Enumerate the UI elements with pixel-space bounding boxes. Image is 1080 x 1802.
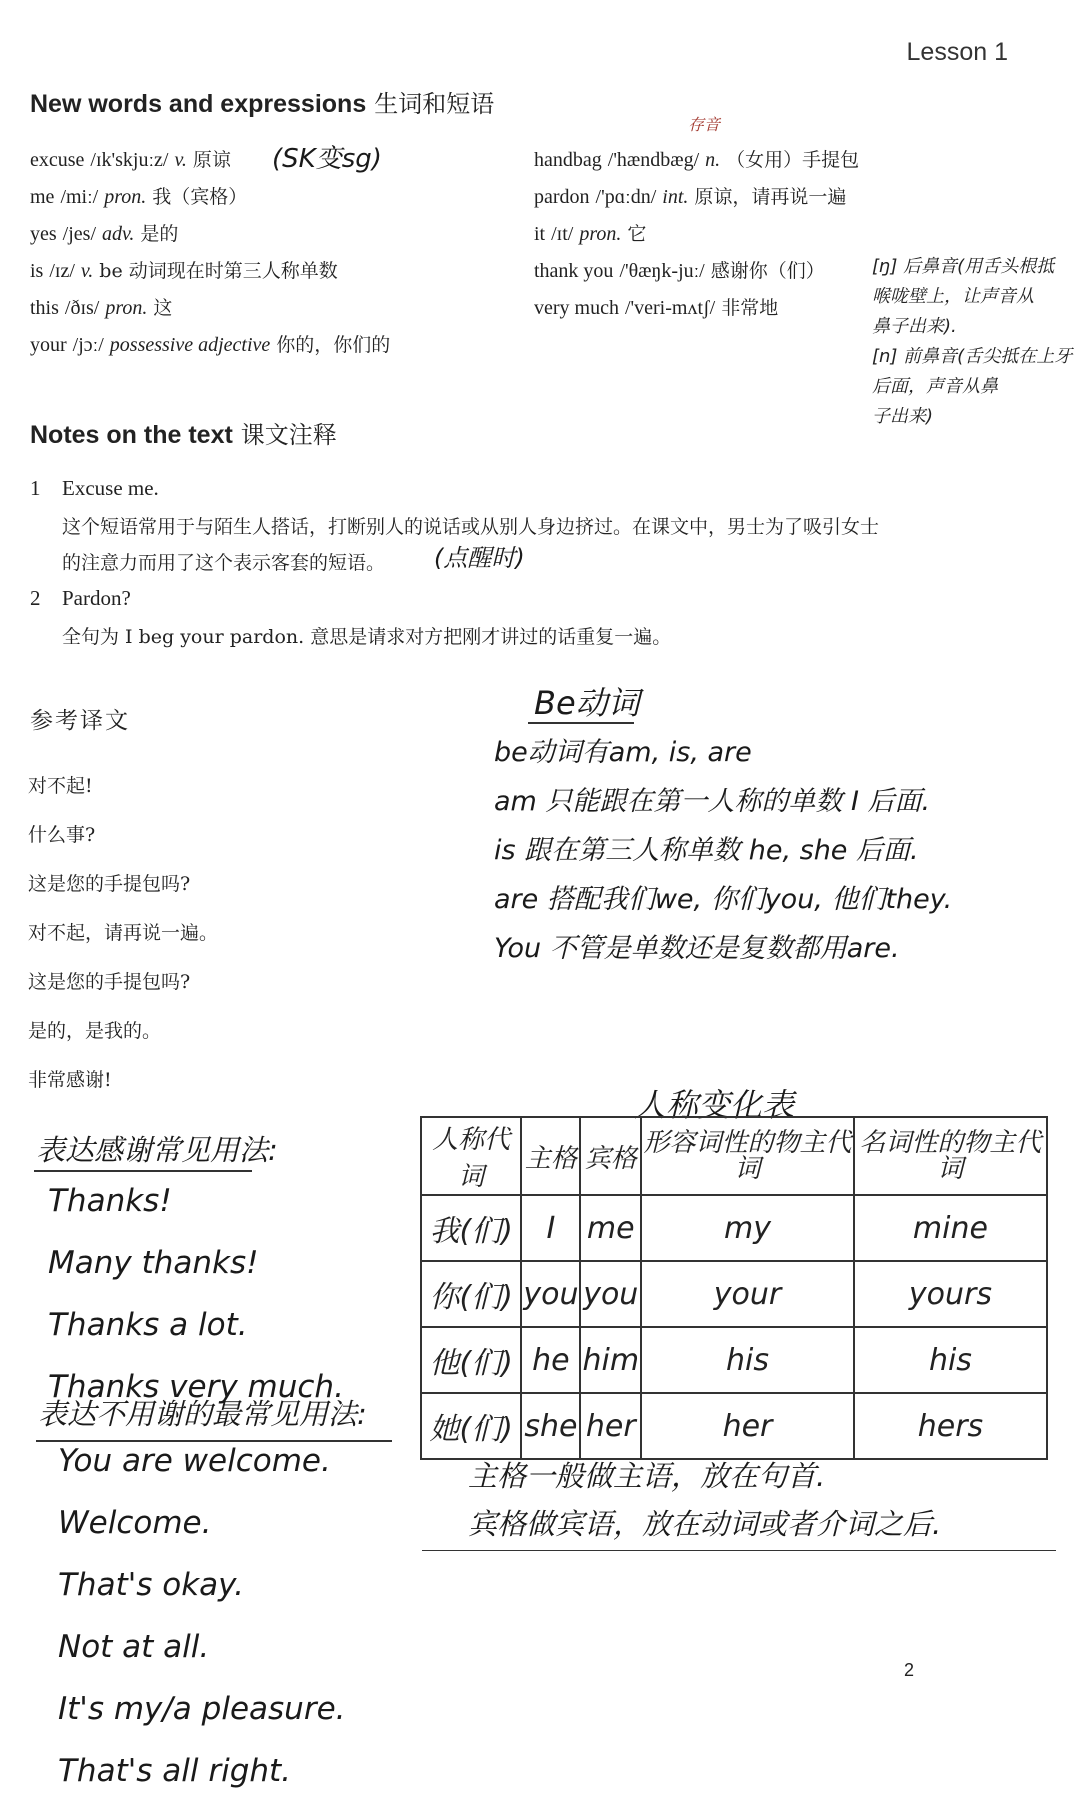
thanks-list	[48, 1170, 344, 1418]
pronoun-table-cell: her	[641, 1393, 854, 1459]
thanks-item: Thanks!	[48, 1183, 172, 1219]
handwritten-note-sk: (SK变sg)	[272, 144, 382, 174]
vocab-ipa: /ɪt/	[551, 223, 574, 245]
pronoun-table-header-cell: 人称代词	[421, 1117, 521, 1195]
be-verb-title: Be动词	[534, 684, 640, 722]
pronoun-table-cell: me	[580, 1195, 641, 1261]
handwritten-stress-note: 存音	[688, 115, 721, 134]
pronoun-table-cell: him	[580, 1327, 641, 1393]
vocab-pos: pron.	[579, 223, 622, 245]
vocab-row	[534, 216, 865, 253]
vocab-pos: n.	[705, 149, 721, 171]
translation-line: 这是您的手提包吗?	[28, 873, 191, 895]
pronoun-table-header-cell: 名词性的物主代词	[854, 1117, 1047, 1195]
note-1-handwritten: (点醒时)	[434, 544, 525, 572]
note-1-body-1: 这个短语常用于与陌生人搭话，打断别人的说话或从别人身边挤过。在课文中，男士为了吸引女士	[62, 516, 880, 538]
vocab-row	[534, 290, 865, 327]
vocab-word: yes	[30, 223, 57, 245]
translation-line: 非常感谢!	[28, 1069, 112, 1091]
reply-item: That's okay.	[58, 1567, 244, 1603]
be-verb-line: am 只能跟在第一人称的单数 I 后面.	[494, 786, 931, 817]
pronoun-note: 宾格做宾语，放在动词或者介词之后.	[468, 1507, 942, 1541]
vocab-meaning: 我（宾格）	[152, 186, 248, 208]
vocab-row	[30, 216, 396, 253]
reply-item: You are welcome.	[58, 1443, 331, 1479]
pronoun-table-cell: my	[641, 1195, 854, 1261]
vocab-word: this	[30, 297, 59, 319]
vocab-word: it	[534, 223, 546, 245]
translation-line: 对不起!	[28, 775, 93, 797]
note-1-number: 1	[30, 476, 41, 500]
pronoun-table-cell: you	[580, 1261, 641, 1327]
translation-line: 是的，是我的。	[28, 1020, 162, 1042]
vocab-ipa: /'θæŋk-juː/	[619, 260, 705, 282]
vocab-meaning: 原谅	[192, 149, 231, 171]
annotation-line: 喉咙壁上，让声音从	[872, 286, 1034, 307]
vocab-row	[30, 327, 396, 364]
reply-list	[58, 1430, 346, 1802]
pronoun-table-cell: 你(们)	[421, 1261, 521, 1327]
pronoun-table-cell: hers	[854, 1393, 1047, 1459]
pronoun-table-header-cell: 主格	[521, 1117, 580, 1195]
vocab-pos: int.	[662, 186, 689, 208]
vocab-meaning: 这	[153, 297, 173, 319]
new-words-title: New words and expressions	[30, 90, 367, 118]
pronoun-table-cell: mine	[854, 1195, 1047, 1261]
new-words-heading	[30, 84, 494, 119]
annotation-line: 子出来)	[872, 406, 934, 427]
vocab-pos: pron.	[104, 186, 147, 208]
thanks-title: 表达感谢常见用法:	[36, 1133, 278, 1167]
be-verb-line: is 跟在第三人称单数 he, she 后面.	[494, 835, 919, 866]
be-verb-line: are 搭配我们we, 你们you, 他们they.	[494, 884, 953, 915]
note-2-head: Pardon?	[62, 586, 131, 610]
pronoun-table-cell: her	[580, 1393, 641, 1459]
translation-line: 对不起，请再说一遍。	[28, 922, 219, 944]
reply-item: Not at all.	[58, 1629, 210, 1665]
new-words-title-zh: 生词和短语	[374, 90, 495, 118]
vocab-word: thank you	[534, 260, 614, 282]
pronoun-table-row	[421, 1261, 1047, 1327]
pronoun-table-cell: he	[521, 1327, 580, 1393]
be-verb-title-underline	[528, 722, 634, 724]
pronoun-table-cell: your	[641, 1261, 854, 1327]
vocab-row	[30, 253, 396, 290]
pronoun-table-title: 人称变化表	[634, 1086, 795, 1124]
translation-list	[28, 762, 218, 1105]
pronoun-note: 主格一般做主语，放在句首.	[468, 1459, 826, 1493]
vocab-word: handbag	[534, 149, 602, 171]
pronoun-table-row	[421, 1327, 1047, 1393]
be-verb-line: You 不管是单数还是复数都用are.	[494, 933, 900, 964]
vocab-ipa: /ɪk'skjuːz/	[90, 149, 169, 171]
pronoun-table-cell: you	[521, 1261, 580, 1327]
pronoun-table-notes	[468, 1452, 941, 1548]
pronoun-table-cell: yours	[854, 1261, 1047, 1327]
reply-item: It's my/a pleasure.	[58, 1691, 346, 1727]
vocab-meaning: 你的，你们的	[276, 334, 391, 356]
vocab-pos: possessive adjective	[109, 334, 271, 356]
annotation-line: 鼻子出来).	[872, 316, 957, 337]
vocab-word: very much	[534, 297, 619, 319]
notes-title-zh: 课文注释	[240, 421, 337, 449]
annotation-line: [ŋ] 后鼻音(用舌头根抵	[872, 256, 1055, 277]
vocab-ipa: /ɪz/	[49, 260, 75, 282]
vocab-word: me	[30, 186, 55, 208]
vocab-row	[30, 290, 396, 327]
pronoun-table-header-row	[421, 1117, 1047, 1195]
pronoun-notes-underline	[422, 1550, 1056, 1551]
pronoun-table-header-cell: 形容词性的物主代词	[641, 1117, 854, 1195]
vocab-right-list	[534, 142, 865, 327]
vocab-pos: v.	[174, 149, 187, 171]
vocab-word: pardon	[534, 186, 590, 208]
be-verb-line: be动词有am, is, are	[494, 737, 752, 768]
translation-title: 参考译文	[30, 708, 130, 734]
note-1-body-2: 的注意力而用了这个表示客套的短语。	[62, 552, 386, 574]
vocab-ipa: /'veri-mʌtʃ/	[624, 297, 716, 319]
vocab-meaning: 是的	[140, 223, 179, 245]
pronoun-table-header-cell: 宾格	[580, 1117, 641, 1195]
vocab-word: is	[30, 260, 44, 282]
vocab-ipa: /miː/	[60, 186, 99, 208]
pronoun-table-cell: his	[641, 1327, 854, 1393]
vocab-meaning: 它	[627, 223, 647, 245]
pronoun-table-cell: his	[854, 1327, 1047, 1393]
vocab-pos: pron.	[105, 297, 148, 319]
note-1-head: Excuse me.	[62, 476, 159, 500]
reply-item: That's all right.	[58, 1753, 292, 1789]
pronoun-table-row	[421, 1393, 1047, 1459]
be-verb-notes	[494, 728, 952, 973]
thanks-item: Thanks a lot.	[48, 1307, 248, 1343]
vocab-ipa: /'hændbæg/	[607, 149, 700, 171]
vocab-meaning: be 动词现在时第三人称单数	[99, 260, 338, 282]
vocab-row	[534, 253, 865, 290]
vocab-word: excuse	[30, 149, 85, 171]
pronoun-table-cell: I	[521, 1195, 580, 1261]
lesson-label: Lesson 1	[906, 38, 1008, 66]
note-2-body: 全句为 I beg your pardon. 意思是请求对方把刚才讲过的话重复一遍。	[62, 626, 672, 648]
pronoun-table-cell: 他(们)	[421, 1327, 521, 1393]
vocab-ipa: /ðɪs/	[64, 297, 100, 319]
vocab-ipa: /'pɑːdn/	[595, 186, 657, 208]
vocab-meaning: 原谅，请再说一遍	[694, 186, 847, 208]
translation-line: 什么事?	[28, 824, 96, 846]
vocab-meaning: 非常地	[721, 297, 779, 319]
note-2-number: 2	[30, 586, 41, 610]
translation-line: 这是您的手提包吗?	[28, 971, 191, 993]
pronoun-table-row	[421, 1195, 1047, 1261]
nasal-annotations	[872, 252, 1077, 432]
vocab-row	[534, 179, 865, 216]
vocab-pos: adv.	[102, 223, 135, 245]
annotation-line: [n] 前鼻音(舌尖抵在上牙	[872, 346, 1073, 367]
pronoun-table-cell: 她(们)	[421, 1393, 521, 1459]
pronoun-table-cell: she	[521, 1393, 580, 1459]
vocab-row	[534, 142, 865, 179]
vocab-word: your	[30, 334, 67, 356]
notes-title: Notes on the text	[30, 421, 233, 449]
vocab-meaning: 感谢你（们）	[710, 260, 825, 282]
vocab-left-list	[30, 142, 396, 364]
vocab-row	[30, 179, 396, 216]
reply-title: 表达不用谢的最常见用法:	[38, 1397, 367, 1431]
notes-heading	[30, 415, 337, 450]
vocab-ipa: /jɔː/	[72, 334, 104, 356]
reply-item: Welcome.	[58, 1505, 212, 1541]
vocab-pos: v.	[80, 260, 94, 282]
thanks-item: Thanks very much.	[48, 1369, 344, 1405]
vocab-ipa: /jes/	[62, 223, 97, 245]
thanks-item: Many thanks!	[48, 1245, 259, 1281]
pronoun-table	[420, 1116, 1048, 1460]
annotation-line: 后面，声音从鼻	[872, 376, 998, 397]
vocab-meaning: （女用）手提包	[726, 149, 860, 171]
pronoun-table-cell: 我(们)	[421, 1195, 521, 1261]
page-number: 2	[903, 1660, 914, 1680]
